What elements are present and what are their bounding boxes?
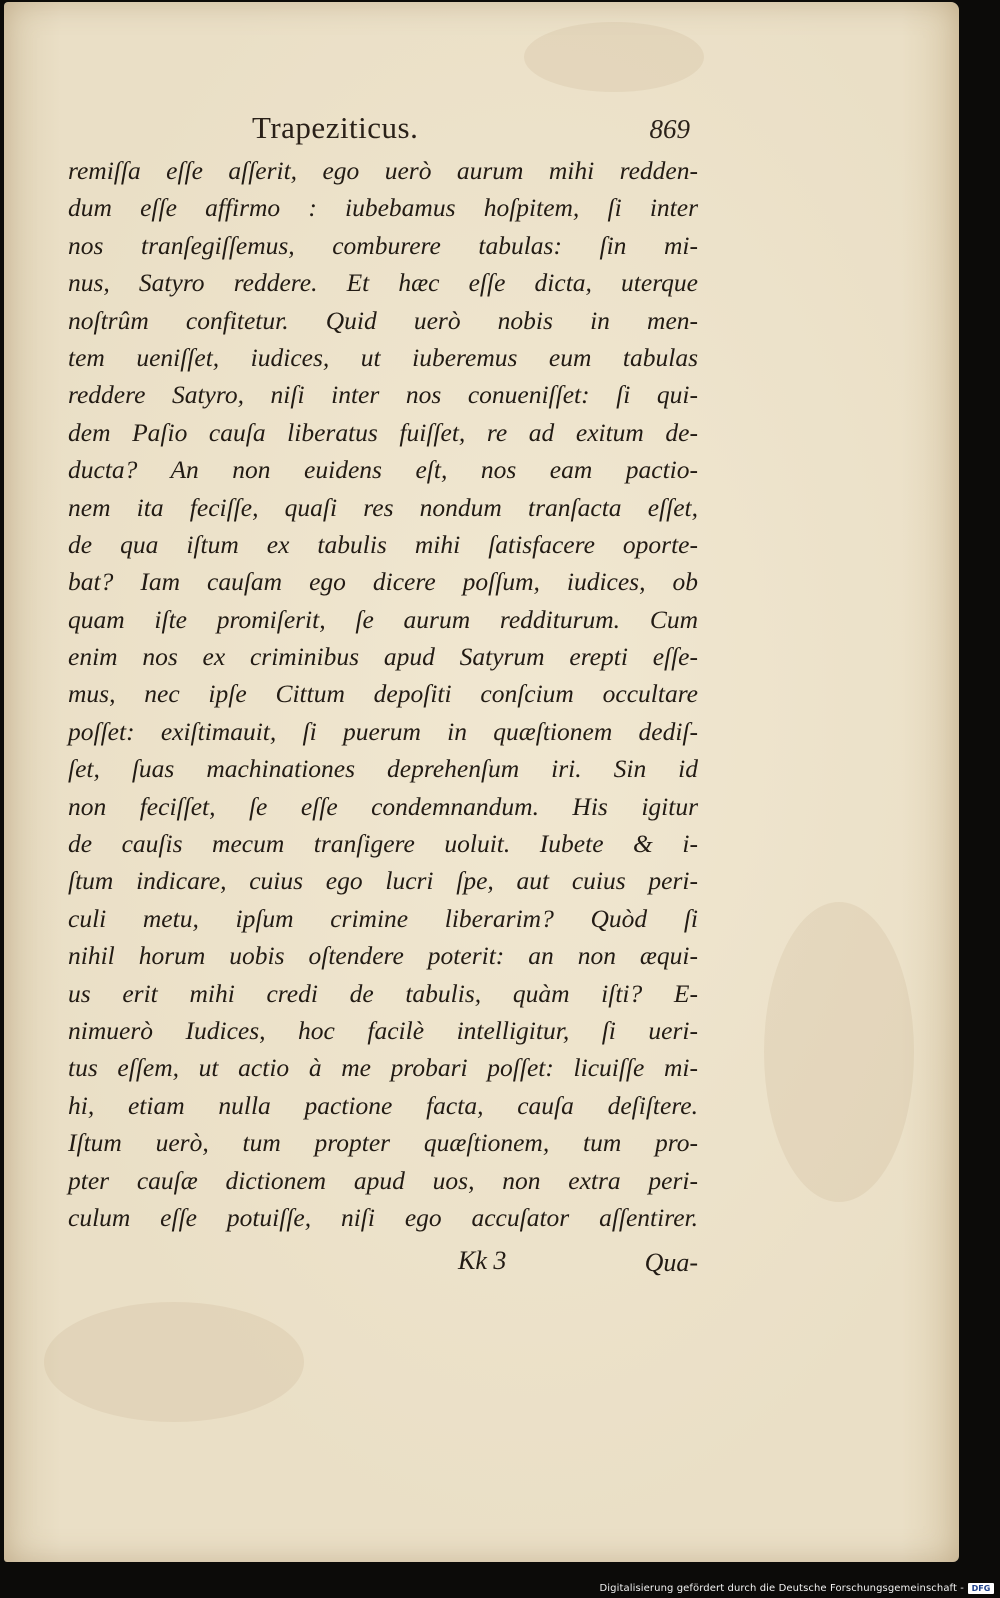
page-footer (68, 1246, 698, 1286)
text-line: non feciſſet, ſe eſſe condemnandum. His igitur (68, 791, 698, 821)
text-line: ſet, ſuas machinationes deprehenſum iri. Sin id (68, 754, 698, 784)
body-text (68, 152, 698, 1236)
text-line: nus, Satyro reddere. Et hæc eſſe dicta, uterque (68, 268, 698, 298)
text-line: mus, nec ipſe Cittum depoſiti conſcium occultare (68, 679, 698, 709)
text-line: hi, etiam nulla pactione facta, cauſa deſiſtere. (68, 1090, 698, 1120)
signature-mark: Kk 3 (458, 1246, 507, 1275)
text-line: dem Paſio cauſa liberatus fuiſſet, re ad exitum de- (68, 417, 698, 447)
text-line: us erit mihi credi de tabulis, quàm iſti? E- (68, 978, 698, 1008)
text-line: nos tranſegiſſemus, comburere tabulas: ſin mi- (68, 230, 698, 260)
paper-stain (764, 902, 914, 1202)
text-line: bat? Iam cauſam ego dicere poſſum, iudices, ob (68, 567, 698, 597)
text-line: enim nos ex criminibus apud Satyrum erepti eſſe- (68, 642, 698, 672)
text-line: remiſſa eſſe aſſerit, ego uerò aurum mihi redden- (68, 156, 698, 185)
text-line: poſſet: exiſtimauit, ſi puerum in quæſtionem dediſ- (68, 716, 698, 746)
page-header (252, 110, 692, 150)
text-line: de qua iſtum ex tabulis mihi ſatisfacere oporte- (68, 529, 698, 559)
text-line: tus eſſem, ut actio à me probari poſſet: licuiſſe mi- (68, 1053, 698, 1083)
page-number: 869 (649, 114, 690, 144)
dfg-logo: DFG (968, 1583, 994, 1594)
text-line: ducta? An non euidens eſt, nos eam pactio- (68, 455, 698, 485)
digitization-credit-bar (0, 1562, 1000, 1598)
text-line: de cauſis mecum tranſigere uoluit. Iubete & i- (68, 829, 698, 859)
digitization-credit: Digitalisierung gefördert durch die Deutsche Forschungsgemeinschaft - (599, 1583, 964, 1594)
text-line: tem ueniſſet, iudices, ut iuberemus eum tabulas (68, 342, 698, 372)
text-line: dum eſſe affirmo : iubebamus hoſpitem, ſi inter (68, 193, 698, 223)
text-line: Iſtum uerò, tum propter quæſtionem, tum pro- (68, 1128, 698, 1158)
text-line: pter cauſæ dictionem apud uos, non extra peri- (68, 1165, 698, 1195)
text-line: quam iſte promiſerit, ſe aurum redditurum. Cum (68, 604, 698, 634)
text-line: nihil horum uobis oſtendere poterit: an non æqui- (68, 941, 698, 971)
text-line: reddere Satyro, niſi inter nos conueniſſet: ſi qui- (68, 380, 698, 410)
text-line: noſtrûm confitetur. Quid uerò nobis in men- (68, 305, 698, 335)
running-title: Trapeziticus. (252, 110, 419, 145)
text-line: nimuerò Iudices, hoc facilè intelligitur, ſi ueri- (68, 1015, 698, 1045)
book-page (4, 2, 959, 1562)
paper-stain (524, 22, 704, 92)
catchword: Qua- (644, 1248, 698, 1277)
paper-stain (44, 1302, 304, 1422)
text-line: nem ita feciſſe, quaſi res nondum tranſacta eſſet, (68, 492, 698, 522)
text-line: culum eſſe potuiſſe, niſi ego accuſator aſſentirer. (68, 1202, 698, 1232)
text-line: ſtum indicare, cuius ego lucri ſpe, aut cuius peri- (68, 866, 698, 896)
text-line: culi metu, ipſum crimine liberarim? Quòd ſi (68, 903, 698, 933)
